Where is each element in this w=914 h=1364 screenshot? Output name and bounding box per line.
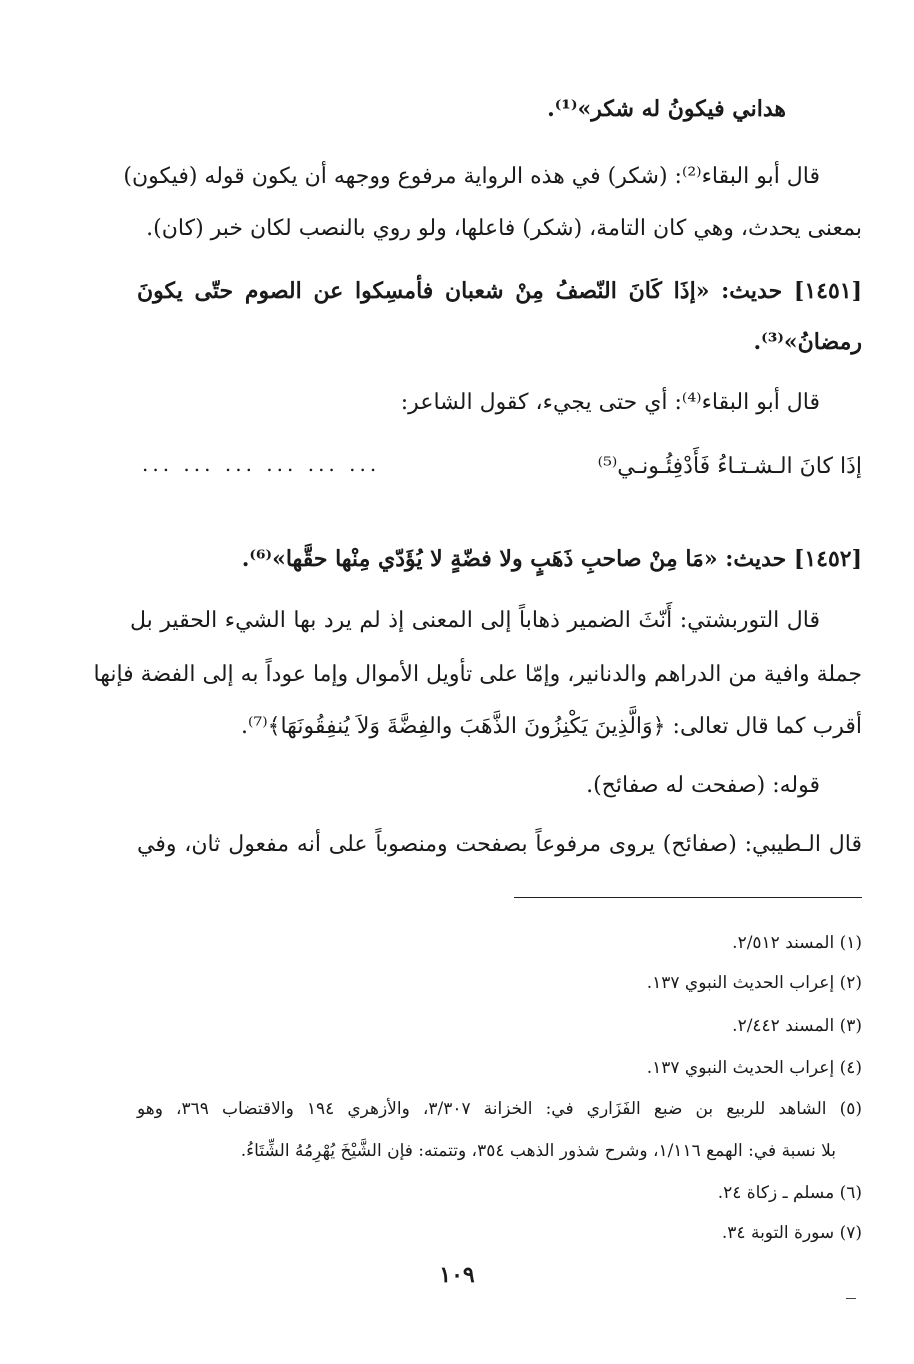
quran-quote-line: أقرب كما قال تعالى: ﴿وَالَّذِينَ يَكْنِزُونَ الذَّهَبَ والفِضَّةَ وَلاَ يُنفِقُونَهَا﴾⁽⁷⁾. bbox=[240, 714, 862, 739]
text-line-6: قال أبو البقاء⁽⁴⁾: أي حتى يجيء، كقول الشاعر: bbox=[400, 390, 820, 415]
corner-mark bbox=[846, 1298, 856, 1299]
footnote-7: (٧) سورة التوبة ٣٤. bbox=[721, 1223, 862, 1243]
text-line-9: قال التوربشتي: أَنّثَ الضمير ذهاباً إلى المعنى إذ لم يرد بها الشيء الحقير بل bbox=[130, 608, 820, 633]
text-line-1: هداني فيكونُ له شكر»⁽¹⁾. bbox=[547, 96, 786, 122]
footnote-1: (١) المسند ٢/٥١٢. bbox=[732, 933, 862, 953]
footnote-5-line-2: بلا نسبة في: الهمع ١/١١٦، وشرح شذور الذهب ٣٥٤، وتتمته: فإن الشَّيْخَ يُهْرِمُهُ الشِّتَاءُ. bbox=[240, 1141, 836, 1161]
text-line-10: جملة وافية من الدراهم والدنانير، وإمّا على تأويل الأموال وإما عوداً به إلى الفضة فإنها bbox=[93, 662, 862, 687]
text-line-2: قال أبو البقاء⁽²⁾: (شكر) في هذه الرواية مرفوع ووجهه أن يكون قوله (فيكون) bbox=[123, 164, 820, 189]
page-number: ١٠٩ bbox=[439, 1262, 475, 1288]
text-line-12: قوله: (صفحت له صفائح). bbox=[586, 773, 820, 798]
text-line-3: بمعنى يحدث، وهي كان التامة، (شكر) فاعلها، ولو روي بالنصب لكان خبر (كان). bbox=[146, 216, 862, 241]
text-line-5: رمضانُ»⁽³⁾. bbox=[753, 329, 862, 355]
hadith-1451: [١٤٥١] حديث: «إذَا كَانَ النّصفُ مِنْ شعبان فأمسِكوا عن الصوم حتّى يكونَ bbox=[137, 278, 862, 304]
hadith-1452: [١٤٥٢] حديث: «مَا مِنْ صاحبِ ذَهَبٍ ولا فضّةٍ لا يُؤَدّي مِنْها حقَّها»⁽⁶⁾. bbox=[241, 546, 862, 572]
footnote-4: (٤) إعراب الحديث النبوي ١٣٧. bbox=[646, 1058, 862, 1078]
footnote-2: (٢) إعراب الحديث النبوي ١٣٧. bbox=[646, 973, 862, 993]
footnote-separator bbox=[514, 897, 862, 898]
text-line-13: قال الـطيبي: (صفائح) يروى مرفوعاً بصفحت ومنصوباً على أنه مفعول ثان، وفي bbox=[137, 832, 862, 857]
verse-ellipsis: ... ... ... ... ... ... bbox=[142, 452, 381, 476]
poetry-verse: إذَا كانَ الـشـتـاءُ فَأَدْفِئُـونـي⁽⁵⁾ bbox=[597, 454, 862, 479]
footnote-3: (٣) المسند ٢/٤٤٢. bbox=[732, 1016, 862, 1036]
footnote-6: (٦) مسلم ـ زكاة ٢٤. bbox=[717, 1183, 862, 1203]
footnote-5-line-1: (٥) الشاهد للربيع بن ضبع الفَزَاري في: الخزانة ٣/٣٠٧، والأزهري ١٩٤ والاقتضاب ٣٦٩، وهو bbox=[137, 1099, 862, 1119]
